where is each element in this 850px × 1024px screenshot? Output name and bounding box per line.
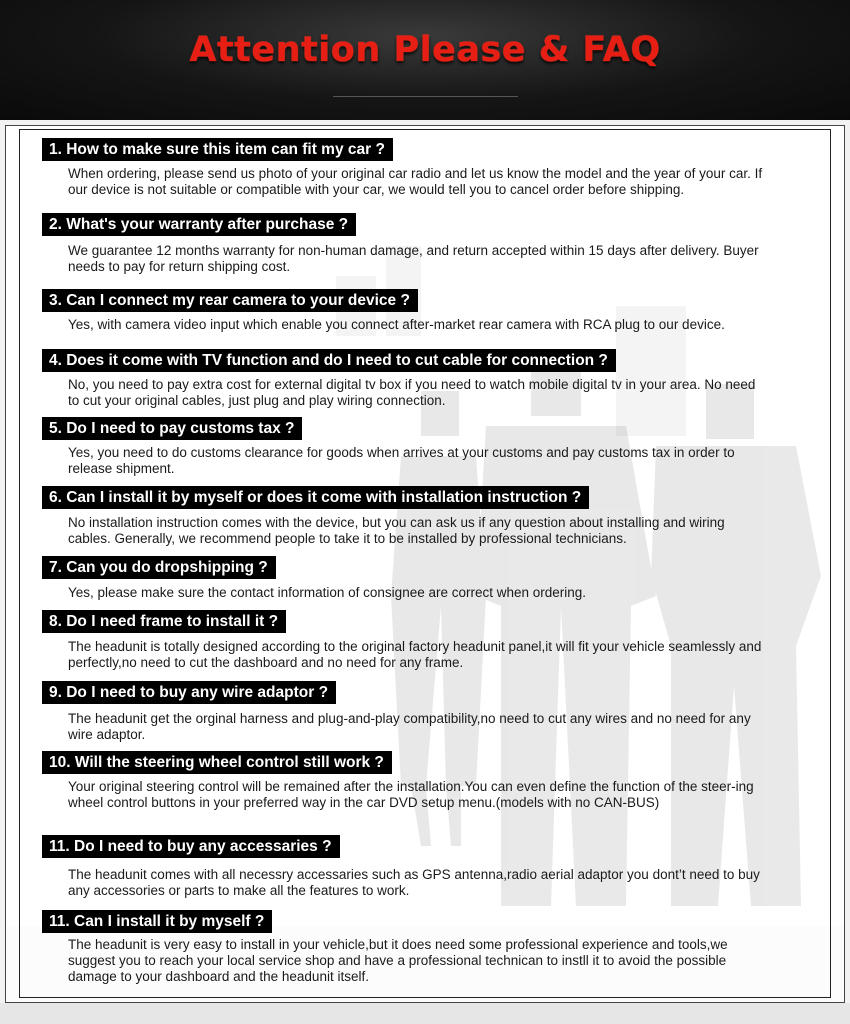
faq-question-9: 9. Do I need to buy any wire adaptor ? — [42, 681, 336, 704]
faq-question-5: 5. Do I need to pay customs tax ? — [42, 417, 302, 440]
faq-question-4: 4. Does it come with TV function and do I need to cut cable for connection ? — [42, 349, 616, 372]
faq-answer-7: Yes, please make sure the contact information of consignee are correct when ordering. — [68, 585, 587, 600]
faq-answer-5: Yes, you need to do customs clearance for goods when arrives at your customs and pay customs tax in order to release shipment. — [68, 445, 735, 476]
faq-answer-2: We guarantee 12 months warranty for non-human damage, and return accepted within 15 days after delivery. Buyer needs to pay for return shipping cost. — [68, 243, 759, 274]
faq-question-1: 1. How to make sure this item can fit my car ? — [42, 138, 393, 161]
faq-answer-4: No, you need to pay extra cost for external digital tv box if you need to watch mobile digital tv in your area. No need to cut your original cables, just plug and play wiring connection. — [68, 377, 756, 408]
header-banner — [0, 0, 850, 120]
title-divider — [333, 96, 518, 97]
faq-answer-10: Your original steering control will be remained after the installation.You can even define the function of the steer-ing wheel control buttons in your preferred way in the car DVD setup menu.(models with no CAN-BUS) — [68, 779, 754, 810]
faq-answer-3: Yes, with camera video input which enable you connect after-market rear camera with RCA plug to our device. — [68, 317, 725, 332]
faq-answer-8: The headunit is totally designed according to the original factory headunit panel,it will fit your vehicle seamlessly and perfectly,no need to cut the dashboard and no need for any frame. — [68, 639, 762, 670]
faq-question-7: 7. Can you do dropshipping ? — [42, 556, 276, 579]
faq-question-3: 3. Can I connect my rear camera to your device ? — [42, 289, 418, 312]
faq-question-2: 2. What's your warranty after purchase ? — [42, 213, 356, 236]
page-title: Attention Please & FAQ — [189, 30, 661, 70]
faq-answer-6: No installation instruction comes with the device, but you can ask us if any question about installing and wiring cables. Generally, we recommend people to take it to be installed by professional technicians. — [68, 515, 725, 546]
faq-question-6: 6. Can I install it by myself or does it come with installation instruction ? — [42, 486, 589, 509]
faq-answer-12: The headunit is very easy to install in your vehicle,but it does need some professional experience and tools,we suggest you to reach your local service shop and have a professional technican to instll it to avoid the possible damage to your dashboard and the headunit itself. — [68, 937, 728, 984]
page-footer-strip — [0, 1003, 850, 1024]
faq-answer-9: The headunit get the orginal harness and plug-and-play compatibility,no need to cut any wires and no need for any wire adaptor. — [68, 711, 751, 742]
faq-question-12: 11. Can I install it by myself ? — [42, 910, 272, 933]
faq-answer-1: When ordering, please send us photo of your original car radio and let us know the model and the year of your car. If our device is not suitable or compatible with your car, we would tell you to cancel order before shipping. — [68, 166, 763, 197]
faq-question-10: 10. Will the steering wheel control still work ? — [42, 751, 392, 774]
faq-answer-11: The headunit comes with all necessry accessaries such as GPS antenna,radio aerial adaptor you dont’t need to buy any accessories or parts to make all the features to work. — [68, 867, 760, 898]
faq-question-11: 11. Do I need to buy any accessaries ? — [42, 835, 340, 858]
faq-question-8: 8. Do I need frame to install it ? — [42, 610, 286, 633]
